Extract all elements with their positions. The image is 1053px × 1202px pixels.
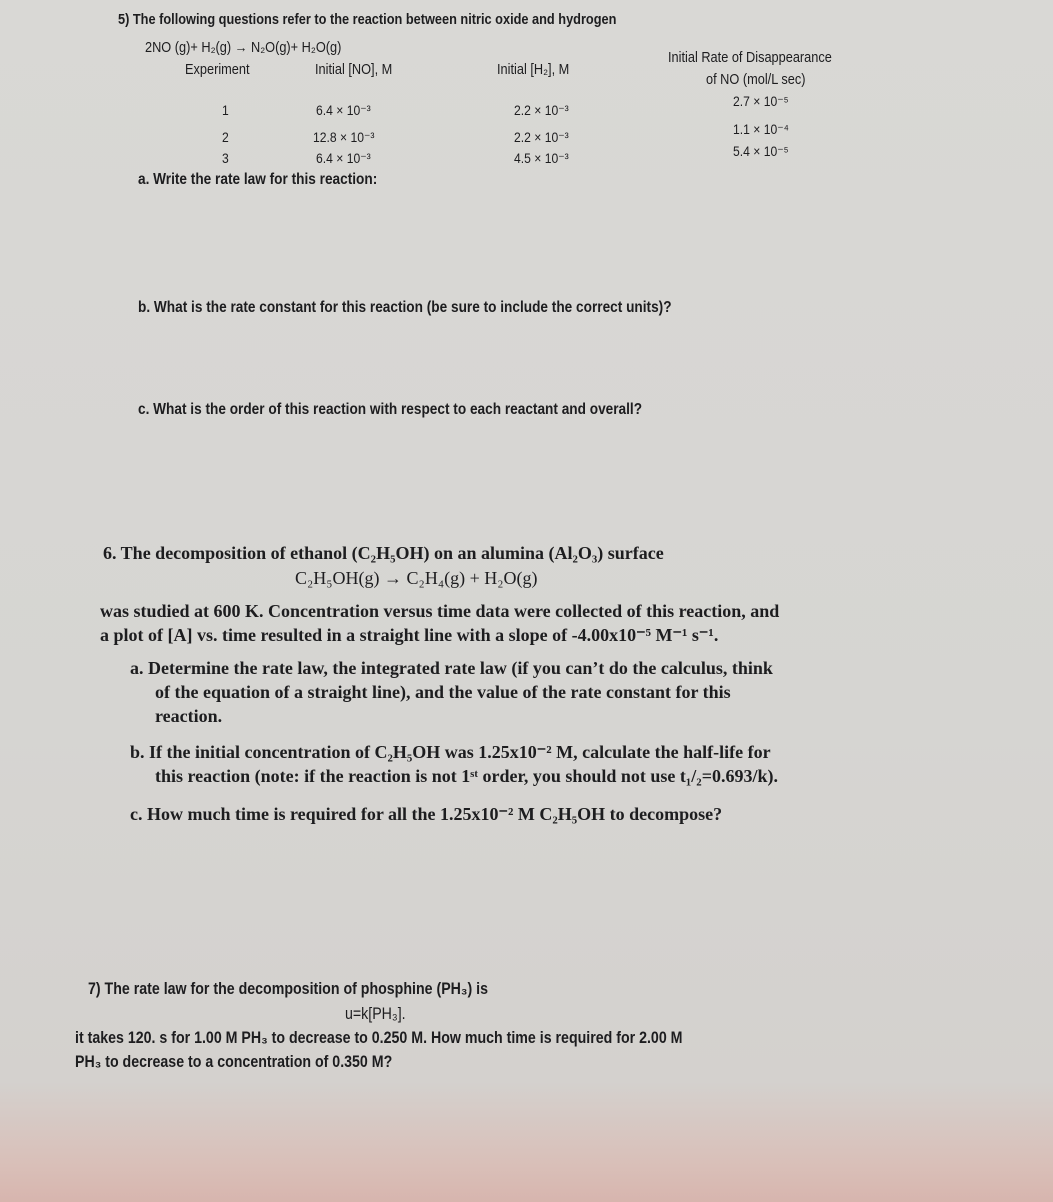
header-rate: Initial Rate of Disappearance	[668, 50, 832, 66]
table-cell: 4.5 × 10⁻³	[514, 151, 569, 166]
header-h2: Initial [H₂], M	[497, 62, 570, 78]
question-7-title: 7) The rate law for the decomposition of phosphine (PH₃) is	[88, 980, 488, 998]
rate-law: u=k[PH₃].	[345, 1005, 406, 1023]
question-6c: c. How much time is required for all the 1.25x10⁻² M C₂H₅OH to decompose?	[130, 804, 723, 824]
table-cell: 12.8 × 10⁻³	[313, 130, 375, 145]
question-5a: a. Write the rate law for this reaction:	[138, 171, 378, 188]
question-6a: of the equation of a straight line), and the value of the rate constant for this	[155, 682, 731, 702]
table-cell: 2.2 × 10⁻³	[514, 130, 569, 145]
table-cell: 1	[222, 103, 229, 118]
question-6-text: was studied at 600 K. Concentration versus time data were collected of this reaction, and	[100, 601, 780, 621]
header-rate-units: of NO (mol/L sec)	[706, 72, 806, 88]
table-cell: 6.4 × 10⁻³	[316, 151, 371, 166]
question-5b: b. What is the rate constant for this reaction (be sure to include the correct units)?	[138, 299, 672, 316]
question-6-title: 6. The decomposition of ethanol (C₂H₅OH) on an alumina (Al₂O₃) surface	[103, 543, 664, 563]
table-cell: 5.4 × 10⁻⁵	[733, 144, 789, 159]
question-6-text: a plot of [A] vs. time resulted in a straight line with a slope of -4.00x10⁻⁵ M⁻¹ s⁻¹.	[100, 625, 719, 645]
question-5c: c. What is the order of this reaction with respect to each reactant and overall?	[138, 401, 643, 418]
question-6b: b. If the initial concentration of C₂H₅OH was 1.25x10⁻² M, calculate the half-life for	[130, 742, 771, 762]
question-5-title: 5) The following questions refer to the reaction between nitric oxide and hydrogen	[118, 12, 617, 28]
table-cell: 2	[222, 130, 229, 145]
question-7-text: it takes 120. s for 1.00 M PH₃ to decrease to 0.250 M. How much time is required for 2.00 M	[75, 1029, 683, 1047]
ethanol-equation: C₂H₅OH(g) → C₂H₄(g) + H₂O(g)	[295, 568, 538, 588]
reaction-equation: 2NO (g)+ H₂(g) → N₂O(g)+ H₂O(g)	[145, 40, 342, 56]
question-7-text: PH₃ to decrease to a concentration of 0.350 M?	[75, 1053, 393, 1071]
table-cell: 1.1 × 10⁻⁴	[733, 122, 789, 137]
table-cell: 6.4 × 10⁻³	[316, 103, 371, 118]
question-6a: reaction.	[155, 706, 223, 726]
table-cell: 3	[222, 151, 229, 166]
header-no: Initial [NO], M	[315, 62, 393, 78]
question-6b: this reaction (note: if the reaction is not 1ˢᵗ order, you should not use t₁/₂=0.693/k).	[155, 766, 778, 786]
header-experiment: Experiment	[185, 62, 250, 78]
question-6a: a. Determine the rate law, the integrated rate law (if you can’t do the calculus, think	[130, 658, 773, 678]
table-cell: 2.7 × 10⁻⁵	[733, 94, 789, 109]
table-cell: 2.2 × 10⁻³	[514, 103, 569, 118]
